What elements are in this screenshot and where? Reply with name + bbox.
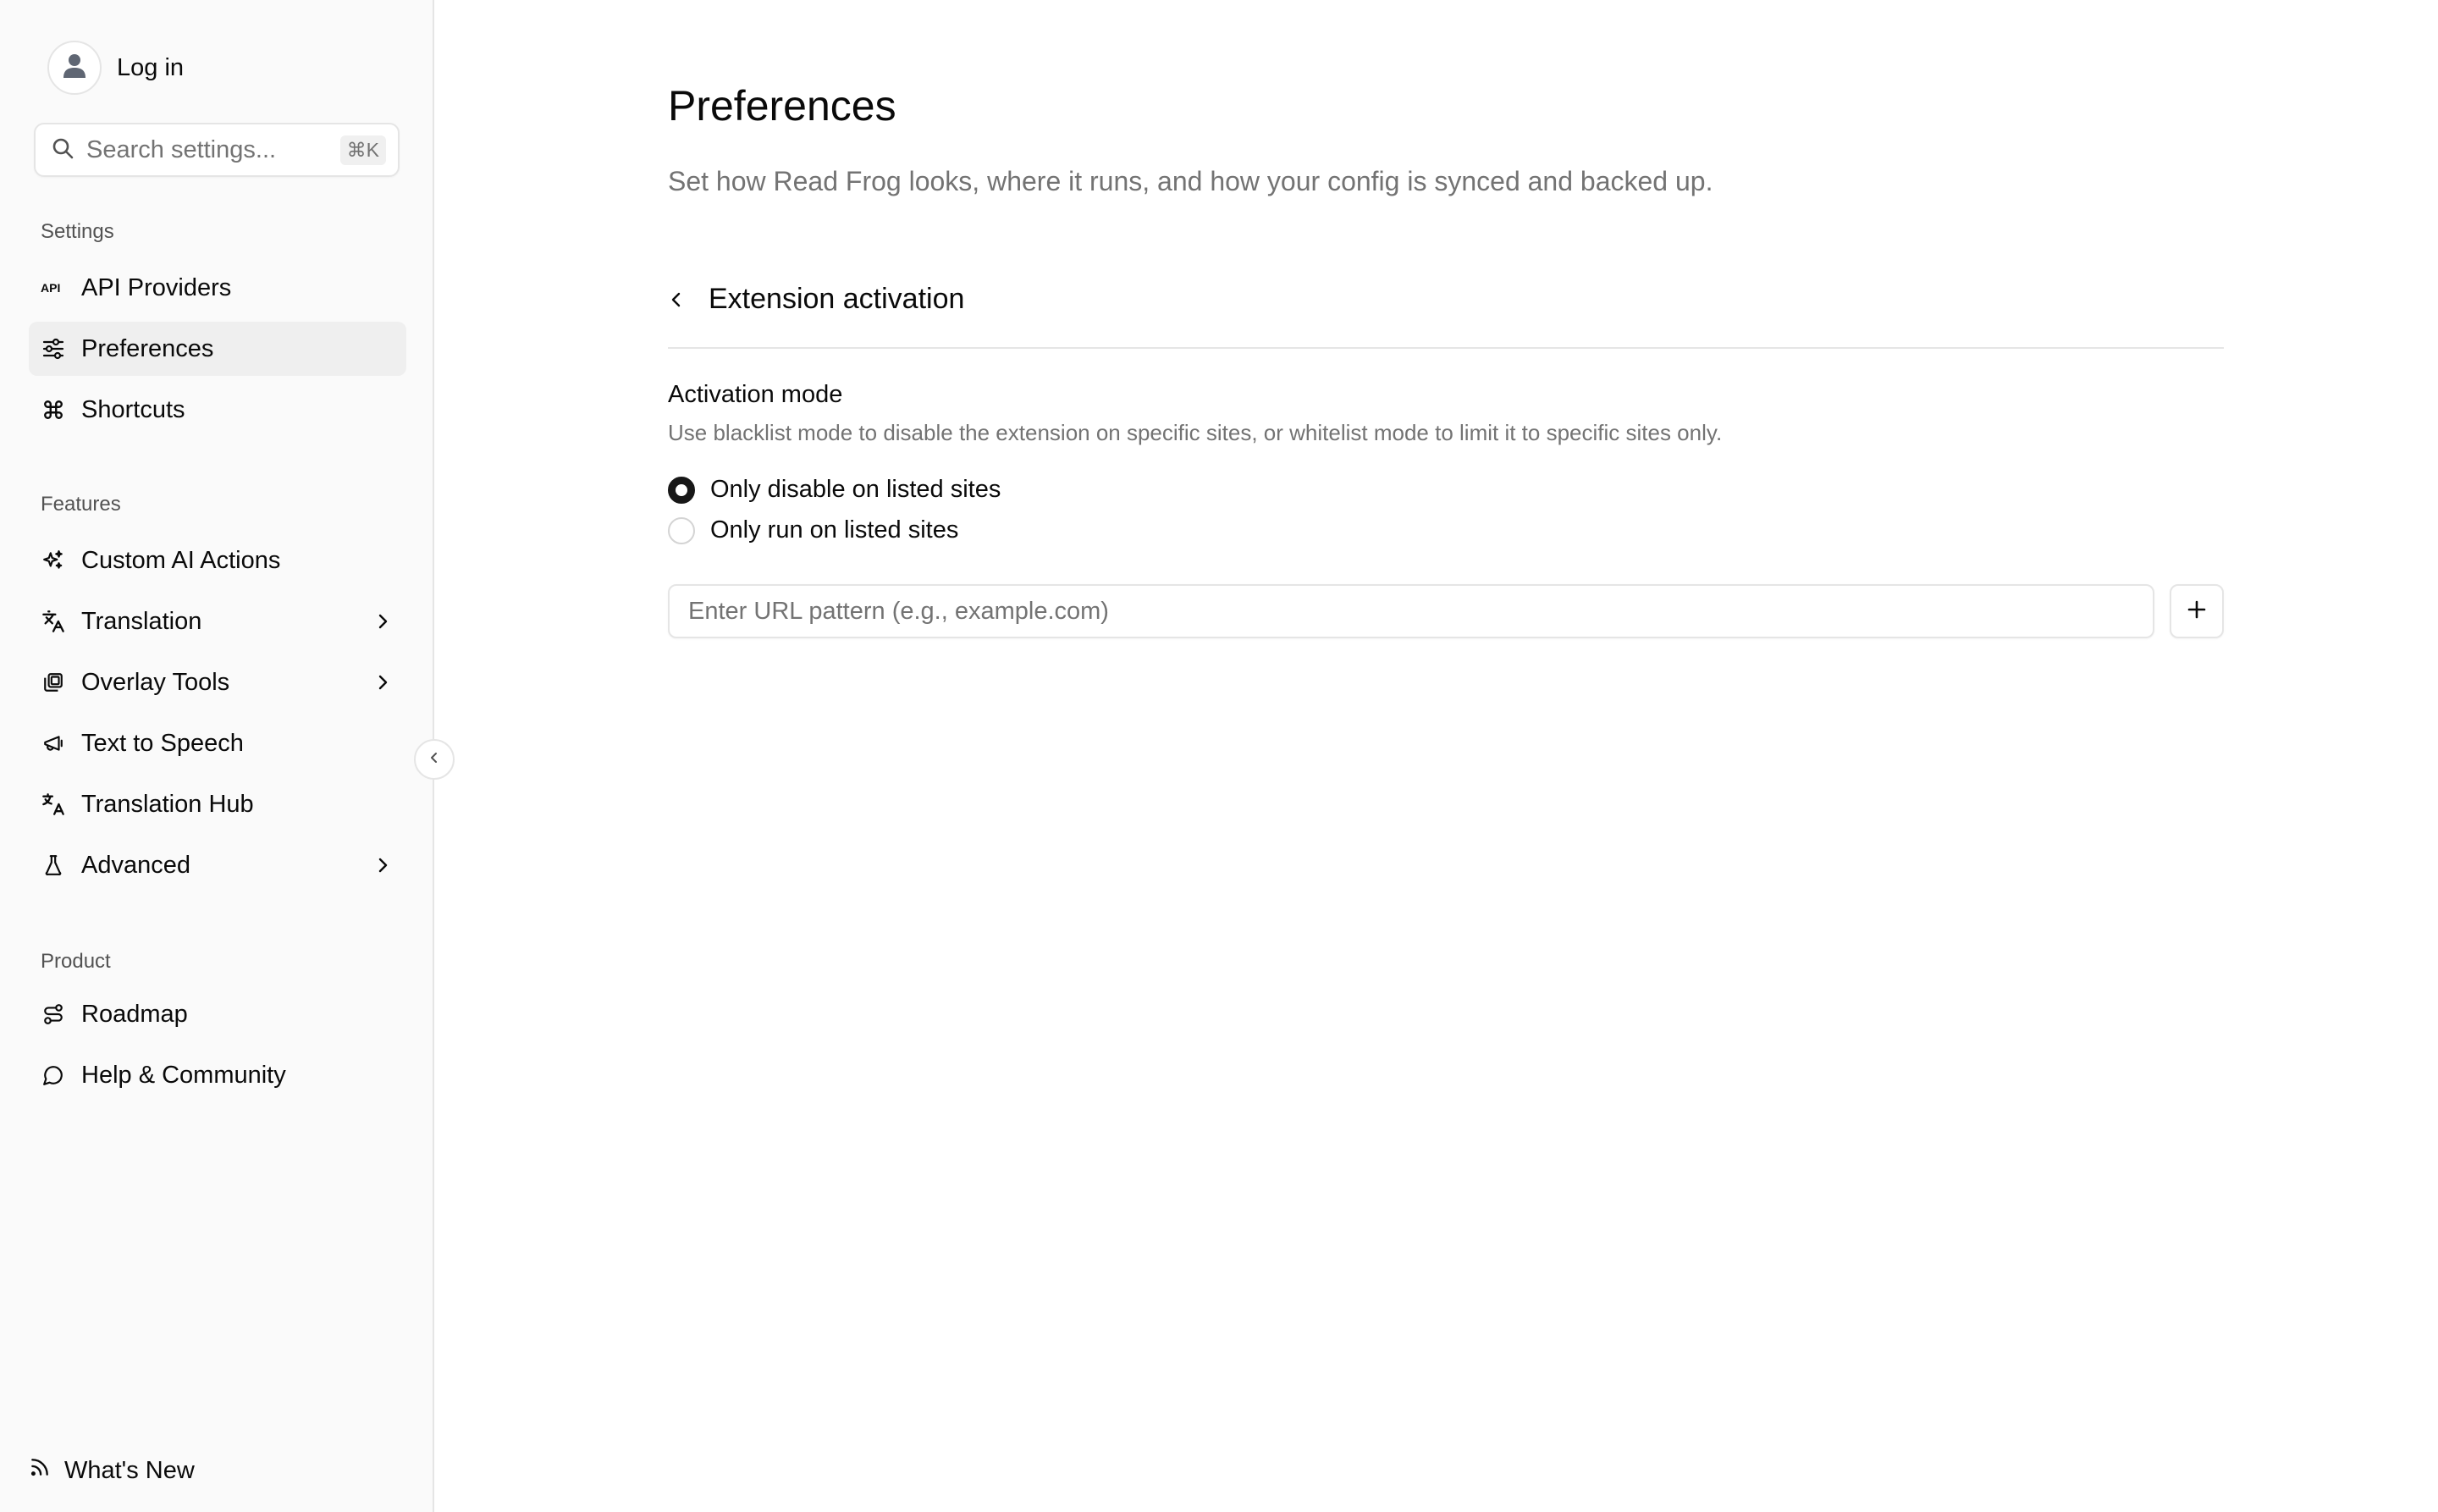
sidebar-item-roadmap[interactable] (29, 987, 406, 1041)
sidebar-item-label: Custom AI Actions (81, 546, 281, 574)
activation-mode-description: Use blacklist mode to disable the extension on specific sites, or whitelist mode to limit it to specific sites only. (668, 420, 1723, 445)
radio-label: Only run on listed sites (710, 516, 959, 544)
search-icon (51, 136, 74, 164)
layers-icon (41, 670, 66, 695)
sidebar-item-label: Help & Community (81, 1061, 286, 1089)
command-icon (41, 397, 66, 422)
back-button[interactable] (663, 286, 690, 313)
whats-new-label: What's New (64, 1456, 195, 1484)
sidebar-item-advanced[interactable] (29, 838, 406, 892)
svg-text:API: API (41, 281, 61, 295)
user-icon (63, 53, 86, 83)
page-description: Set how Read Frog looks, where it runs, and how your config is synced and backed up. (668, 166, 1713, 196)
sidebar-item-label: Preferences (81, 334, 214, 362)
sidebar-item-label: Translation (81, 607, 202, 635)
chat-bubble-icon (41, 1062, 66, 1088)
page-title: Preferences (668, 82, 896, 130)
group-title-product: Product (41, 950, 111, 973)
sidebar-item-label: Advanced (81, 851, 190, 879)
chevron-left-icon (427, 751, 441, 769)
megaphone-icon (41, 731, 66, 756)
plus-icon (2186, 599, 2208, 625)
login-button[interactable] (47, 41, 184, 95)
sidebar-item-translation-hub[interactable] (29, 777, 406, 831)
section-header (663, 283, 964, 316)
languages-icon (41, 609, 66, 634)
url-pattern-input[interactable] (668, 584, 2154, 638)
sidebar (0, 0, 434, 1512)
radio-button[interactable] (668, 517, 695, 544)
sparkles-icon (41, 548, 66, 573)
radio-button-checked[interactable] (668, 477, 695, 504)
collapse-sidebar-button[interactable] (414, 739, 455, 780)
search-shortcut-badge: ⌘K (340, 135, 386, 165)
flask-icon (41, 853, 66, 878)
sidebar-item-label: Roadmap (81, 1000, 188, 1028)
search-placeholder: Search settings... (86, 135, 277, 163)
avatar (47, 41, 102, 95)
main-content (434, 0, 2438, 1512)
sidebar-item-custom-ai-actions[interactable] (29, 533, 406, 588)
sidebar-item-preferences[interactable] (29, 322, 406, 376)
sidebar-item-label: Text to Speech (81, 729, 244, 757)
api-icon (41, 275, 66, 301)
add-url-button[interactable] (2170, 584, 2224, 638)
sliders-icon (41, 336, 66, 361)
chevron-left-icon (668, 291, 685, 308)
sidebar-item-label: API Providers (81, 273, 232, 301)
sidebar-item-help-community[interactable] (29, 1048, 406, 1102)
search-input[interactable] (34, 123, 400, 177)
whats-new-link[interactable] (29, 1456, 195, 1485)
sidebar-item-label: Shortcuts (81, 395, 185, 423)
group-title-settings: Settings (41, 220, 114, 243)
activation-mode-label: Activation mode (668, 381, 843, 408)
chevron-right-icon (371, 670, 394, 694)
section-title: Extension activation (709, 283, 965, 315)
sidebar-item-label: Translation Hub (81, 790, 254, 818)
divider (668, 347, 2224, 349)
radio-label: Only disable on listed sites (710, 476, 1001, 503)
sidebar-item-overlay-tools[interactable] (29, 655, 406, 709)
login-label: Log in (117, 53, 185, 81)
route-icon (41, 1002, 66, 1027)
radio-option-blacklist[interactable] (668, 476, 1001, 504)
rss-icon (29, 1456, 51, 1485)
url-pattern-placeholder: Enter URL pattern (e.g., example.com) (688, 597, 1109, 625)
sidebar-item-text-to-speech[interactable] (29, 716, 406, 770)
radio-option-whitelist[interactable] (668, 516, 958, 544)
sidebar-item-shortcuts[interactable] (29, 383, 406, 437)
group-title-features: Features (41, 493, 121, 516)
sidebar-item-translation[interactable] (29, 594, 406, 648)
sidebar-item-api-providers[interactable] (29, 261, 406, 315)
sidebar-item-label: Overlay Tools (81, 668, 230, 696)
chevron-right-icon (371, 610, 394, 633)
chevron-right-icon (371, 853, 394, 877)
translate-icon (41, 792, 66, 817)
